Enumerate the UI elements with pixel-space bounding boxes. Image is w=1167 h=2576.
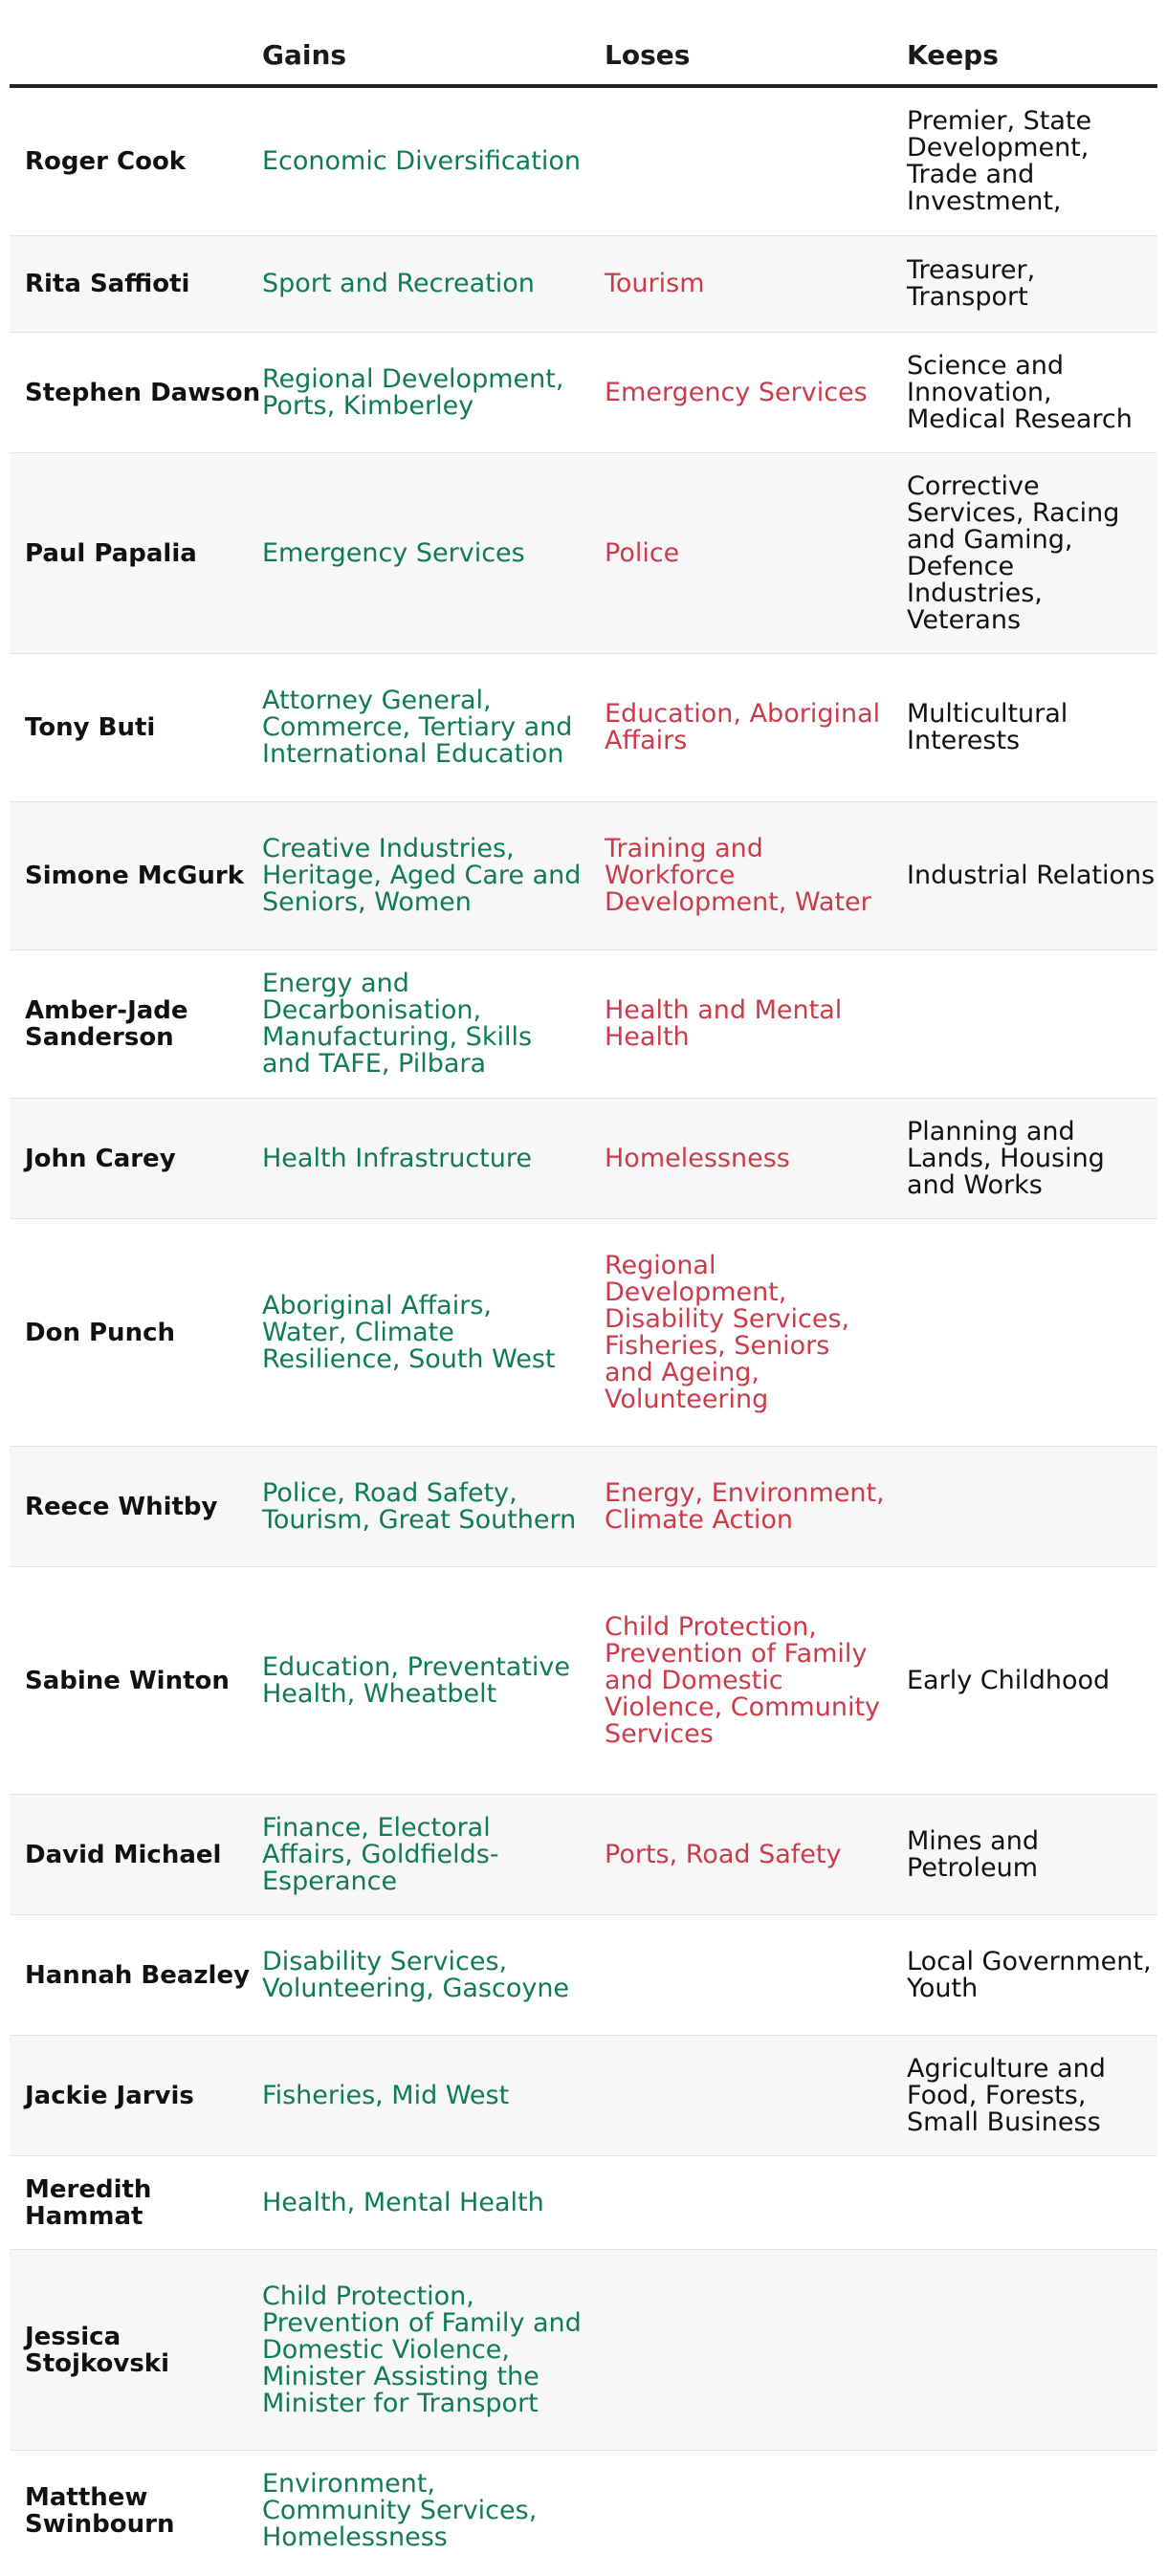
keeps-cell: Planning and Lands, Housing and Works: [907, 1116, 1105, 1200]
minister-name: Stephen Dawson: [25, 378, 261, 407]
gains-cell: Economic Diversification: [262, 146, 581, 176]
minister-name: Hannah Beazley: [25, 1960, 251, 1990]
table-row: [10, 1447, 1157, 1567]
header-gains: Gains: [262, 39, 347, 71]
loses-cell: Ports, Road Safety: [605, 1839, 842, 1869]
table-row: [10, 2036, 1157, 2156]
loses-cell: Regional Development, Disability Services, Fisheries, Seniors and Ageing, Volunteering: [605, 1250, 850, 1414]
loses-cell: Health and Mental Health: [605, 995, 843, 1052]
loses-cell: Energy, Environment, Climate Action: [605, 1477, 885, 1535]
loses-cell: Education, Aboriginal Affairs: [605, 699, 881, 755]
table-row: [10, 2250, 1157, 2451]
keeps-cell: Multicultural Interests: [907, 699, 1068, 755]
minister-name: Matthew Swinbourn: [25, 2483, 175, 2539]
gains-cell: Attorney General, Commerce, Tertiary and International Education: [262, 686, 573, 769]
keeps-cell: Early Childhood: [907, 1665, 1111, 1695]
table-row: [10, 1915, 1157, 2036]
minister-name: Sabine Winton: [25, 1666, 230, 1695]
gains-cell: Regional Development, Ports, Kimberley: [262, 363, 564, 421]
keeps-cell: Corrective Services, Racing and Gaming, Defence Industries, Veterans: [907, 470, 1120, 635]
table-row: [10, 333, 1157, 453]
keeps-cell: Industrial Relations: [907, 861, 1156, 890]
gains-cell: Fisheries, Mid West: [262, 2080, 510, 2110]
table-row: [10, 654, 1157, 802]
header-keeps: Keeps: [907, 39, 999, 71]
loses-cell: Emergency Services: [605, 377, 868, 407]
table-row: [10, 236, 1157, 333]
gains-cell: Health, Mental Health: [262, 2187, 544, 2217]
minister-name: Jackie Jarvis: [25, 2081, 194, 2110]
keeps-cell: Agriculture and Food, Forests, Small Business: [907, 2053, 1106, 2137]
minister-name: David Michael: [25, 1840, 222, 1869]
minister-name: Meredith Hammat: [25, 2174, 152, 2231]
minister-name: Reece Whitby: [25, 1492, 218, 1521]
loses-cell: Police: [605, 537, 680, 568]
header-loses: Loses: [605, 39, 691, 71]
table-row: [10, 1567, 1157, 1795]
table-row: [10, 2156, 1157, 2250]
gains-cell: Creative Industries, Heritage, Aged Care and Seniors, Women: [262, 834, 582, 917]
table-row: [10, 88, 1157, 236]
table-row: [10, 453, 1157, 654]
gains-cell: Emergency Services: [262, 537, 525, 568]
loses-cell: Child Protection, Prevention of Family and Domestic Violence, Community Services: [605, 1611, 881, 1749]
table-row: [10, 1795, 1157, 1915]
minister-name: John Carey: [25, 1144, 176, 1173]
gains-cell: Environment, Community Services, Homelessness: [262, 2469, 538, 2552]
table-row: [10, 950, 1157, 1099]
keeps-cell: Premier, State Development, Trade and Investment,: [907, 106, 1092, 216]
loses-cell: Tourism: [605, 269, 705, 298]
table-row: [10, 1219, 1157, 1447]
gains-cell: Sport and Recreation: [262, 269, 535, 298]
gains-cell: Police, Road Safety, Tourism, Great Southern: [262, 1477, 577, 1535]
keeps-cell: Mines and Petroleum: [907, 1825, 1039, 1883]
loses-cell: Training and Workforce Development, Water: [605, 834, 871, 917]
gains-cell: Health Infrastructure: [262, 1143, 532, 1173]
gains-cell: Energy and Decarbonisation, Manufacturing, Skills and TAFE, Pilbara: [262, 969, 533, 1079]
minister-name: Amber-Jade Sanderson: [25, 996, 188, 1052]
minister-name: Simone McGurk: [25, 862, 245, 890]
minister-name: Paul Papalia: [25, 538, 197, 568]
gains-cell: Child Protection, Prevention of Family and Domestic Violence, Minister Assisting the Minister for Transport: [262, 2281, 582, 2418]
minister-name: Roger Cook: [25, 147, 187, 176]
table-row: [10, 1099, 1157, 1219]
minister-name: Jessica Stojkovski: [25, 2322, 170, 2378]
keeps-cell: Science and Innovation, Medical Research: [907, 350, 1133, 434]
table-row: [10, 802, 1157, 950]
table-header: [10, 0, 1157, 88]
keeps-cell: Local Government, Youth: [907, 1946, 1152, 2003]
minister-name: Tony Buti: [25, 713, 156, 742]
portfolio-changes-table: [10, 0, 1157, 2571]
loses-cell: Homelessness: [605, 1143, 790, 1173]
keeps-cell: Treasurer, Transport: [907, 255, 1036, 312]
minister-name: Rita Saffioti: [25, 270, 190, 298]
table-row: [10, 2451, 1157, 2571]
gains-cell: Disability Services, Volunteering, Gascoyne: [262, 1946, 570, 2003]
gains-cell: Education, Preventative Health, Wheatbelt: [262, 1651, 571, 1709]
gains-cell: Aboriginal Affairs, Water, Climate Resilience, South West: [262, 1290, 556, 1374]
gains-cell: Finance, Electoral Affairs, Goldfields-Esperance: [262, 1812, 499, 1896]
minister-name: Don Punch: [25, 1318, 176, 1347]
